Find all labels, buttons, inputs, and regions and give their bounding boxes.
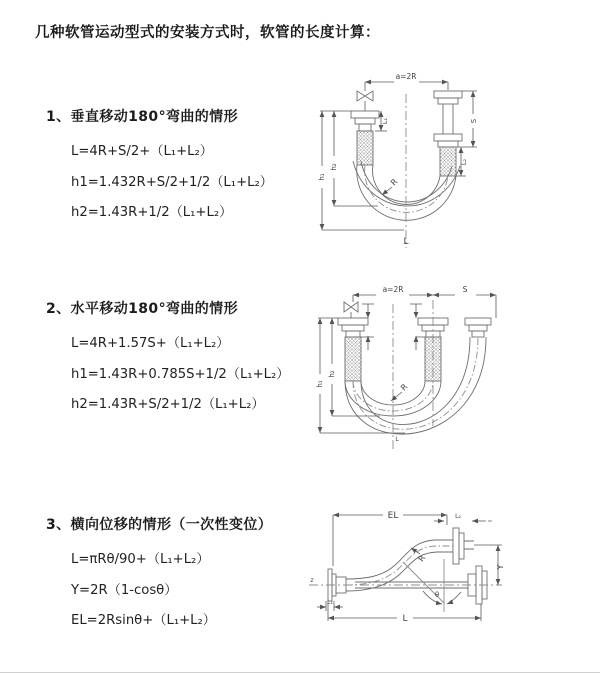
section-1 [46, 106, 316, 229]
formula-el: EL=2Rsinθ+（L₁+L₂） [71, 613, 216, 628]
hose-drawing [351, 82, 462, 248]
dim-label-s: S [462, 285, 468, 294]
centerline-mark-z: z [310, 577, 314, 584]
dim-label-l1: L₁ [327, 599, 333, 606]
angle-construction-line [403, 559, 444, 612]
braid-section [357, 131, 373, 165]
dim-label-h2: h₂ [330, 163, 338, 171]
page-title: 几种软管运动型式的安装方式时，软管的长度计算： [35, 25, 380, 41]
dim-label-l2: L₂ [455, 513, 461, 520]
valve-icon [357, 91, 373, 101]
dim-label-l-total: L [403, 237, 409, 247]
dim-label-l-total: L [395, 436, 399, 443]
hose-drawing [309, 528, 502, 612]
dim-label-h2: h₂ [328, 370, 336, 378]
lateral-displacement-diagram [295, 502, 595, 644]
section-3 [46, 514, 316, 637]
section-2 [46, 298, 316, 421]
formula-length: L=4R+S/2+（L₁+L₂） [71, 144, 213, 159]
formula-length: L=4R+1.57S+（L₁+L₂） [71, 336, 230, 351]
section-2-heading: 2、水平移动180°弯曲的情形 [46, 301, 238, 317]
dim-label-r: R [399, 382, 410, 393]
dim-label-a2r: a=2R [395, 72, 417, 81]
vertical-180-bend-diagram [308, 66, 588, 258]
dim-label-r: R [389, 177, 400, 188]
dim-label-s: S [470, 118, 478, 124]
dim-label-l1: L₁ [381, 117, 389, 125]
valve-icon [344, 302, 358, 312]
dim-label-theta: θ [434, 591, 440, 599]
section-1-heading: 1、垂直移动180°弯曲的情形 [46, 109, 238, 125]
braid-section [345, 337, 361, 381]
formula-h2: h2=1.43R+S/2+1/2（L₁+L₂） [71, 397, 265, 412]
dim-label-l-total: L [402, 614, 408, 624]
formula-y: Y=2R（1-cosθ） [71, 582, 178, 598]
formula-h1: h1=1.432R+S/2+1/2（L₁+L₂） [71, 174, 273, 190]
hose-drawing [338, 300, 491, 451]
dim-label-el: EL [387, 511, 399, 521]
formula-h1: h1=1.43R+0.785S+1/2（L₁+L₂） [71, 366, 290, 382]
dim-label-a2r: a=2R [382, 285, 404, 294]
dim-label-h1: h₁ [318, 173, 326, 181]
formula-length: L=πRθ/90+（L₁+L₂） [71, 552, 210, 567]
dim-label-y: Y [496, 564, 505, 570]
dim-label-h1: h₁ [316, 380, 324, 388]
formula-h2: h2=1.43R+1/2（L₁+L₂） [71, 205, 233, 220]
page-edge-line [0, 672, 600, 673]
dim-label-l2: L₂ [460, 158, 468, 166]
section-3-heading: 3、横向位移的情形（一次性变位） [46, 517, 273, 533]
braid-section [440, 147, 456, 176]
dim-label-r: R [416, 553, 428, 564]
horizontal-180-bend-diagram [310, 276, 595, 472]
